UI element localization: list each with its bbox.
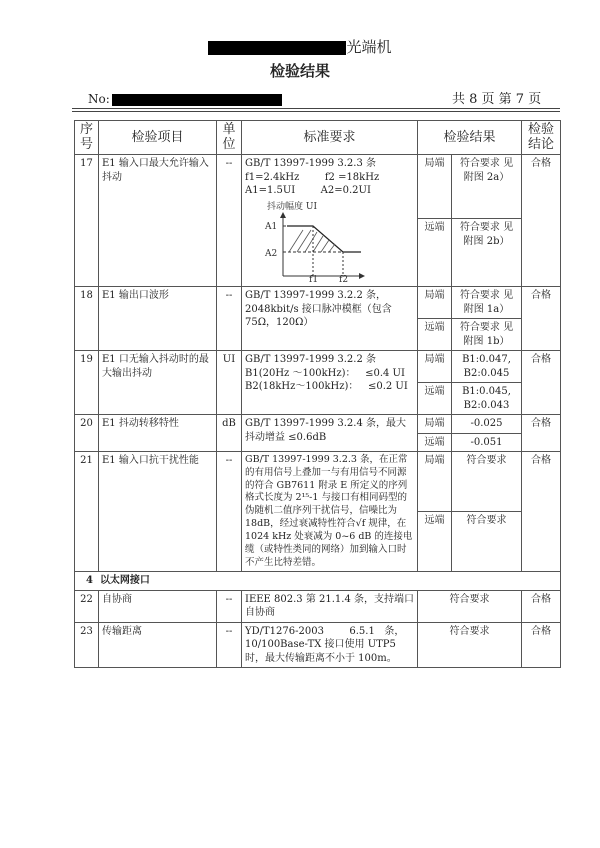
row-unit: -- (217, 452, 242, 572)
chart-tick-f1: f1 (309, 274, 319, 282)
result-site: 远端 (418, 383, 452, 415)
result-value: B1:0.045, B2:0.043 (452, 383, 522, 415)
section-label: 以太网接口 (99, 575, 150, 587)
result-value: 符合要求 (452, 452, 522, 512)
standard-line: B1(20Hz ～100kHz)： ≤0.4 UI (245, 367, 405, 379)
row-item: E1 输入口最大允许输入抖动 (99, 155, 217, 287)
standard-line: GB/T 13997-1999 3.2.2 条 (245, 354, 376, 365)
standard-line: A1=1.5UI A2=0.2UI (245, 185, 371, 196)
row-no: 23 (75, 622, 99, 668)
result-site: 局端 (418, 155, 452, 219)
results-table (74, 120, 561, 668)
row-unit: -- (217, 622, 242, 668)
result-site: 远端 (418, 512, 452, 572)
row-item: E1 输出口波形 (99, 287, 217, 351)
row-item: E1 抖动转移特性 (99, 415, 217, 452)
row-no: 21 (75, 452, 99, 572)
result-value: -0.051 (452, 433, 522, 452)
header-no: 序号 (75, 121, 99, 155)
result-value: 符合要求 见附图 1b） (452, 319, 522, 351)
result-site: 局端 (418, 452, 452, 512)
table-row (75, 287, 561, 319)
result-site: 局端 (418, 287, 452, 319)
row-no: 18 (75, 287, 99, 351)
row-conclusion: 合格 (522, 622, 561, 668)
report-subtitle: 检验结果 (269, 62, 330, 80)
table-row (75, 452, 561, 512)
header-rule-2 (72, 111, 560, 112)
row-unit: UI (217, 351, 242, 415)
result-value: 符合要求 见附图 1a） (452, 287, 522, 319)
chart-tick-f2: f2 (339, 274, 349, 282)
row-standard (242, 155, 418, 287)
table-row (75, 155, 561, 219)
section-no: 4 (86, 575, 93, 587)
chart-tick-a1: A1 (265, 221, 278, 232)
report-number (88, 92, 282, 106)
redacted-number (112, 94, 282, 106)
result-value: 符合要求 (418, 590, 522, 622)
result-value: 符合要求 见附图 2b） (452, 219, 522, 287)
row-standard: IEEE 802.3 第 21.1.4 条，支持端口自协商 (242, 590, 418, 622)
row-conclusion: 合格 (522, 590, 561, 622)
row-standard: GB/T 13997-1999 3.2.4 条，最大抖动增益 ≤0.6dB (242, 415, 418, 452)
result-site: 远端 (418, 319, 452, 351)
table-header-row (75, 121, 561, 155)
chart-x-arrow (359, 273, 365, 279)
row-unit: -- (217, 155, 242, 287)
redacted-block (208, 41, 346, 55)
row-standard (242, 351, 418, 415)
standard-line: GB/T 13997-1999 3.2.3 条 (245, 158, 376, 169)
no-label: No: (88, 92, 110, 106)
row-standard: GB/T 13997-1999 3.2.2 条，2048kbit/s 接口脉冲模框（包含 75Ω，120Ω） (242, 287, 418, 351)
row-unit: -- (217, 590, 242, 622)
chart-hatch (289, 230, 335, 252)
row-standard: YD/T1276-2003 6.5.1 条，10/100Base-TX 接口使用 UTP5 时，最大传输距离不小于 100m。 (242, 622, 418, 668)
row-standard: GB/T 13997-1999 3.2.3 条，在正常的有用信号上叠加一与有用信号不同源的符合 GB7611 附录 E 所定义的序列格式长度为 2¹⁵-1 与接口有相同码型的伪随机二值序列干扰信号，信噪比为 18dB，经过衰减特性符合√f 规律，在 1024 kHz 处衰减为 0~6 dB 的连接电缆（或特性类同的网络）加到输入口时不产生比特差错。 (242, 452, 418, 572)
table-row (75, 622, 561, 668)
result-site: 远端 (418, 433, 452, 452)
title-suffix: 光端机 (346, 38, 392, 56)
standard-line: B2(18kHz～100kHz)： ≤0.2 UI (245, 381, 408, 392)
result-value: B1:0.047, B2:0.045 (452, 351, 522, 383)
row-conclusion: 合格 (522, 155, 561, 287)
chart-tick-a2: A2 (265, 248, 278, 259)
row-unit: dB (217, 415, 242, 452)
header-standard: 标准要求 (242, 121, 418, 155)
row-conclusion: 合格 (522, 452, 561, 572)
row-unit: -- (217, 287, 242, 351)
jitter-tolerance-chart (245, 200, 395, 282)
report-title (0, 36, 600, 57)
header-unit: 单位 (217, 121, 242, 155)
standard-line: f1=2.4kHz f2 =18kHz (245, 171, 380, 183)
result-value: -0.025 (452, 415, 522, 434)
row-item: 自协商 (99, 590, 217, 622)
result-site: 局端 (418, 351, 452, 383)
result-value: 符合要求 见附图 2a） (452, 155, 522, 219)
row-item: E1 口无输入抖动时的最大输出抖动 (99, 351, 217, 415)
header-result: 检验结果 (418, 121, 522, 155)
header-rule (72, 108, 560, 109)
row-conclusion: 合格 (522, 415, 561, 452)
chart-ylabel: 抖动幅度 UI (267, 201, 318, 212)
header-item: 检验项目 (99, 121, 217, 155)
row-no: 22 (75, 590, 99, 622)
row-no: 20 (75, 415, 99, 452)
result-value: 符合要求 (452, 512, 522, 572)
result-site: 远端 (418, 219, 452, 287)
row-conclusion: 合格 (522, 351, 561, 415)
chart-y-arrow (280, 212, 286, 218)
header-conclusion: 检验结论 (522, 121, 561, 155)
section-title (75, 572, 561, 591)
section-row (75, 572, 561, 591)
row-conclusion: 合格 (522, 287, 561, 351)
table-row (75, 590, 561, 622)
table-row (75, 415, 561, 434)
result-site: 局端 (418, 415, 452, 434)
row-no: 17 (75, 155, 99, 287)
table-row (75, 351, 561, 383)
result-value: 符合要求 (418, 622, 522, 668)
row-item: 传输距离 (99, 622, 217, 668)
row-no: 19 (75, 351, 99, 415)
row-item: E1 输入口抗干扰性能 (99, 452, 217, 572)
page-count: 共 8 页 第 7 页 (452, 92, 542, 107)
